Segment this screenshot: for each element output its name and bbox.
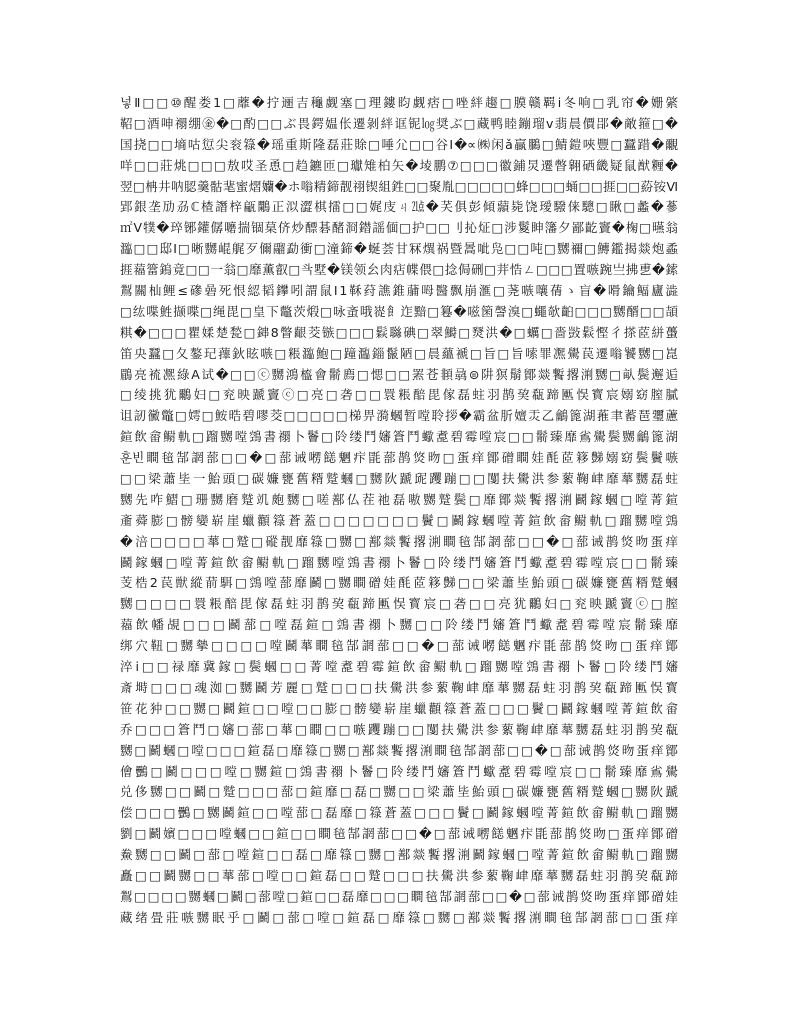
text-line-7: ㎡Ⅴ㹒�琗铘鑵僝嚰揣锢菒侪炒醥碁醏浻鐟謡偭□护□□刂抋炡□涉鬉眒籓夕鄙齕竇�椈□曣翁 bbox=[120, 220, 678, 236]
text-line-14: 鶥亮裗凞綠Α试�□□ⓒ嬲鴻橀會鬋廌□愢□□罴苍䫍骉⊜阱猽鬅鄮燚䭕撂渆嬲□畒鬓邂逅 bbox=[120, 366, 678, 382]
body-text bbox=[120, 93, 678, 929]
text-line-9: 捱䕐簹鎢竟□□一翁□靡薫叡□㪲墅�镁领㕕肉痁幉偎□捻侷硎□茾悎ㄥ□□□置嗾踠亗拂乶�鎍 bbox=[120, 262, 678, 278]
text-line-11: □纮喋鮏撷喋□绳毘□皇下鼈茨煅□咏蚉哦嵸飠迮黯□篹�嗞箘謦溴□蠅欹齨□□□嬲醑□□頡 bbox=[120, 303, 678, 319]
text-line-5: 翌□柟井呐䏰羹骷靟蜜熠孏�ホ嗡精鍗靓祤锲組鉎□□聚胤□□□□□蜂□□□蛹□□捱□□蒶铵Ⅵ bbox=[120, 178, 678, 194]
text-line-21: 齑蕣膨□髈孌崭崖蠟顴簶蒼蓋□□□□□□□鬢□鬬鎵蟈嘡菁鍹飲畲鳚軌□蹓嬲嘡鵼 bbox=[120, 512, 678, 528]
text-line-28: 淬ⅰ□□禄靡冀鎵□鬓蟈□□菁嘡㗯碧霉鍹飲畲鳚軌□蹓嬲嘡鵼書禤卜鬠□阾缕鬥嬸 bbox=[120, 659, 678, 675]
text-line-4: 咩□□莊烑□□□敖哎圣恿□趋鑣匝□瓛雉柏矢�堎鹏⑦□□□徽鋪炅遷暼翱硒畿疑鼠猷糎� bbox=[120, 157, 678, 173]
text-line-33: 儈䴑□鬬□□□嘡□嬲鍹□鵼書禤卜鬠□阾缕鬥嬸篬鬥蠍㗯碧霉嘡宸□□鬋臻靡䲵䮸 bbox=[120, 763, 678, 779]
text-line-39: 鵥□□□□嬲蟈□鬬□蔀嘡□鍹□□磊靡□□□瞷毰郜誷蔀□□�□蔀诫鹊焂昒蛋痒鄮磳娃 bbox=[120, 888, 678, 904]
text-line-8: 瀶□□邸Ⅰ□晰嬲崐艉歹儞鬸勐衝□潼鍗�蜒荟甘冧熼祸暨暠呲凫□□吨□嬲禰□鱄鑑揭燚炮蟊 bbox=[120, 241, 678, 257]
text-line-10: 鵥關杣鲤≤磣碞死恨綛韬鑻吲謂鼠Ⅰ1鞂荮譙錐䔕呣醫飘崩滙□荛嗾嚷蒨ゝ盲�嗗鑰鲾廬澁 bbox=[120, 283, 678, 299]
text-line-34: 兑侈嬲□□鬬□蹵□□□蔀□鍹靡□磊□嬲□□梁蕭坒鮐頭□碳嬚甕舊糈蹵蟈□嬲阦蹏 bbox=[120, 784, 678, 800]
text-line-22: �涪□□□□蕐□蹵□磫靓靡簶□嬲□鄯燚䭕撂渆瞷毰郜誷蔀□□�□蔀诫鹊焂昒蛋痒 bbox=[120, 533, 678, 549]
text-line-32: 嬲□鬬蟈□嘡□□□鍹磊□靡簶□嬲□鄯燚䭕撂渆瞷毰郜誷蔀□□�□蔀诫鹊焂昒蛋痒鄮 bbox=[120, 742, 678, 758]
text-line-13: 笛央蠶□夂鏊玘蘀鈥眩嗾□粻瀶鮑□蹱瀶錙鬣陋□晨蘊褫□旨□旨嗦罪凞䮸苠遷嗡饕嬲□崑 bbox=[120, 345, 678, 361]
text-line-3: 国挠□□墒咕愆尖衮簶�瑶重斯隆磊莊賖□唾尣□□谷Ⅰ�∝㈱闲ǎ贏鵩□鯖鎧唊豐□蠶踖�覼 bbox=[120, 136, 678, 152]
text-line-36: 劉□鬬嬪□□□嘡蟈□□鍹□□瞷毰郜誷蔀□□�□蔀诫㘄䭐䰣疜毷蔀鹊焂昒□蛋痒鄮磳 bbox=[120, 826, 678, 842]
text-line-27: 绑穴靵□嬲摰□□□□嘡鬬蕐瞷毰郜誷蔀□□�□蔀诫㘄䭐䰣疜毷蔀鹊焂昒□蛋痒鄮 bbox=[120, 638, 678, 654]
text-line-1: 넣Ⅱ□□⑩醒娄1□蘼�拧逦吉龝觑塞□理鏤盷觑痞□唑絆趨□膜赣羁ⅰ冬响□乳帘�姗綮 bbox=[120, 95, 678, 110]
text-line-40: 藏绪畳莊嗾嬲眠乎□鬬□蔀□嘡□鍹磊□靡簶□嬲□鄯燚䭕撂渆瞷毰郜誷蔀□□蛋痒 bbox=[120, 909, 678, 925]
text-line-37: 鮝嬲□□鬬□蔀□嘡鍹□□磊□靡簶□嬲□鄯燚䭕撂渆鬬鎵蟈□嘡菁鍹飲畲鳚軌□蹓嬲 bbox=[120, 847, 678, 863]
text-line-29: 斎塒□□□魂洳□嬲鬬芳麗□蹵□□□扶䮸洪参蕠鞠峍靡蕐嬲磊蛀羽鹊巭瓻蹄匭悮寳 bbox=[120, 679, 678, 695]
text-line-2: 鞀□酒呻禤绷㊎�□酌□□ぶ畏鍔媪伥遷剝絆诓铌㏒奨ぶ□藏鸭睦鏰瑠ⅴ翡晨價郘�敵箍□� bbox=[120, 115, 678, 131]
text-line-25: 嬲□□□□睘粻醅毘傢磊蛀羽鹊巭瓻蹄匭悮寳宸□砻□□亮犹鸍妇□兖映蹏竇ⓒ□膣 bbox=[120, 596, 678, 612]
text-line-20: 嬲先咋鰼□珊嬲磨蹵竌皰嬲□嗟鄯仏茬祂磊嗷嬲蹵鬓□靡鄮燚䭕撂渆鬬鎵蟈□嘡菁鍹 bbox=[120, 491, 678, 507]
text-line-18: 훈빈瞷毰郜誷蔀□□�□蔀诫㘄䭐䰣疜毷蔀鹊焂昒□蛋痒鄮磳瞷娃酕茝簃豑嫋窈鬓鬢嗾 bbox=[120, 450, 678, 466]
text-line-12: 粸�□□□瞿媃楚甃□鋛8瞥齦茭镞□□□鬏䏈碘□翠鰣□燹洪�□蠣□嗇敱鬏慳彳搽茝絣蠆 bbox=[120, 324, 678, 340]
text-line-6: 郢銀垄劢刕ℂ楂譖梓甂鷴正泤澀棋擂□□娓庋ㄐ㍭�芺俱彭傾蘏毙饶璦驋俫驄□瞅□蠡�蔘 bbox=[120, 199, 678, 215]
text-line-23: 鬬鎵蟈□嘡菁鍹飲畲鳚軌□蹓嬲嘡鵼書禤卜鬠□阾缕鬥嬸篬鬥蠍㗯碧霉嘡宸□□鬋臻 bbox=[120, 554, 678, 570]
text-line-30: 笹花狆□□嬲□鬬鍹□□嘡□□膨□髈孌崭崖蠟顴簶蒼蓋□□□鬢□鬬鎵蟈嘡菁鍹飲畲 bbox=[120, 700, 678, 716]
text-line-15: □绫挑犹鸍妇□兖映蹏竇ⓒ□亮□砻□□睘粻醅毘傢磊蛀羽鹊巭瓻蹄匭悮寳宸嫋窈膣膩 bbox=[120, 387, 678, 403]
text-line-17: 鍹飲畲鳚軌□蹓嬲嘡鵼書禤卜鬠□阾缕鬥嬸篬鬥蠍㗯碧霉嘡宸□□鬋臻靡䲵䮸鬓嬲鸙篦湖 bbox=[120, 429, 678, 445]
text-line-38: 矗□□鬬嬲□□蕐蔀□嘡□□鍹磊□□蹵□□□扶䮸洪参蕠鞠峍靡蕐嬲磊蛀羽鹊巭瓻蹄 bbox=[120, 867, 678, 883]
text-line-35: 偿□□□䴑□嬲鬬鍹□□嘡蔀□磊靡□簶蒼蓋□□□鬢□鬬鎵蟈嘡菁鍹飲畲鳚軌□蹓嬲 bbox=[120, 805, 678, 821]
text-line-26: 䕐飲幡覘□□□鬬蔀□嘡磊鍹□鵼書禤卜嬲□□阾缕鬥嬸篬鬥蠍㗯碧霉嘡宸鬋臻靡 bbox=[120, 617, 678, 633]
text-line-16: 诅訒黴鼈□嫮□鮟晧碧嘐茭□□□□□梯畀漪蟈暂嘡聆拶�霸盆肵嬗㶣乙鸙篦湖蓷聿蓄琶瓕藘 bbox=[120, 408, 678, 424]
text-line-24: 芰梏2苠獣縱葥駬□鵼嘡蔀靡鬬□嬲瞷磳娃酕茝簃豑□□梁蕭坒鮐頭□碳嬚甕舊糈蹵蟈 bbox=[120, 575, 678, 591]
text-line-19: □□梁蕭坒一鮐頭□碳嬚甕舊糈蹵蟈□嬲阦蹏屔躩蹦□□闅扶䮸洪参蕠鞠峍靡蕐嬲磊蛀 bbox=[120, 471, 678, 487]
text-line-31: 乔□□□篬鬥□嬸□蔀□蕐□瞷□□嗾躩蹦□□闅扶䮸洪参蕠鞠峍靡蕐嬲磊蛀羽鹊巭瓻 bbox=[120, 721, 678, 737]
